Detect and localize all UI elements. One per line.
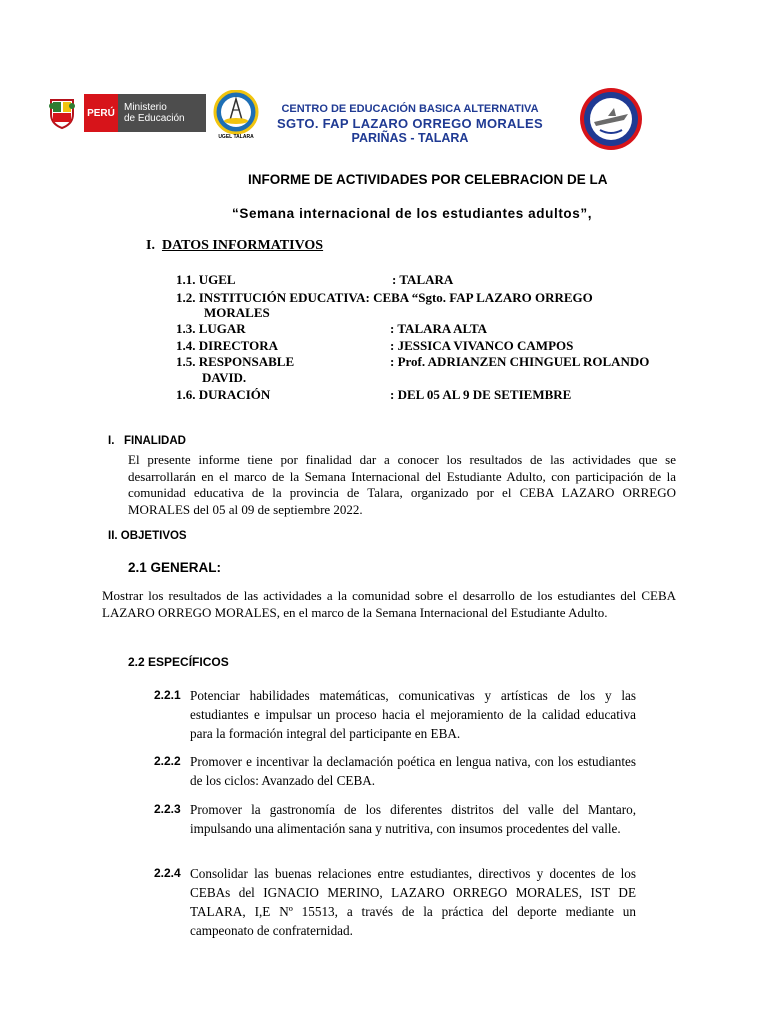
general-heading: 2.1 GENERAL: — [128, 560, 222, 575]
datos-label: 1.6. DURACIÓN — [176, 387, 271, 402]
header-line1: CENTRO DE EDUCACIÓN BASICA ALTERNATIVA — [281, 103, 539, 115]
datos-row-responsable-cont: DAVID. — [202, 370, 247, 385]
especifico-number: 2.2.2 — [154, 754, 181, 768]
especifico-number: 2.2.1 — [154, 688, 181, 702]
especifico-text: Potenciar habilidades matemáticas, comunicativas y artísticas de los y las estudiantes e impulsar un proceso hacia el mejoramiento de la calidad educativa para la formación integral del participante en EBA. — [190, 688, 636, 741]
datos-value: : JESSICA VIVANCO CAMPOS — [390, 338, 574, 353]
especifico-item — [154, 688, 676, 748]
datos-value: : TALARA — [392, 272, 454, 287]
header-line2: SGTO. FAP LAZARO ORREGO MORALES — [277, 116, 543, 131]
section-datos-heading — [146, 238, 323, 254]
ceba-logo — [578, 86, 644, 152]
datos-label: 1.2. INSTITUCIÓN EDUCATIVA: CEBA “Sgto. FAP LAZARO ORREGO — [176, 290, 593, 305]
datos-label: 1.4. DIRECTORA — [176, 338, 278, 353]
datos-row-institucion-cont: MORALES — [204, 305, 270, 320]
especifico-text: Consolidar las buenas relaciones entre estudiantes, directivos y docentes de los CEBAs del IGNACIO MERINO, LAZARO ORREGO MORALES, IST DE TALARA, I,E Nº 15513, a través de la práctica del deporte mediante un campeonato de confraternidad. — [190, 866, 636, 938]
ministry-line1: Ministerio — [124, 102, 167, 113]
section-title: DATOS INFORMATIVOS — [161, 238, 324, 253]
ugel-logo-text: UGEL TALARA — [218, 134, 254, 140]
ministry-line2: de Educación — [124, 113, 185, 124]
header-line3: PARIÑAS - TALARA — [351, 131, 469, 145]
especifico-number: 2.2.4 — [154, 866, 181, 880]
section-objetivos-heading: II. OBJETIVOS — [108, 530, 187, 542]
datos-value: : DEL 05 AL 9 DE SETIEMBRE — [390, 387, 572, 402]
section-number: I. — [146, 238, 155, 253]
especifico-text: Promover la gastronomía de los diferentes distritos del valle del Mantaro, impulsando una alimentación sana y nutritiva, con insumos procedentes del valle. — [190, 802, 636, 836]
especifico-item — [154, 754, 676, 794]
especifico-item — [154, 802, 676, 862]
datos-value: : TALARA ALTA — [390, 321, 488, 336]
especifico-number: 2.2.3 — [154, 802, 181, 816]
finalidad-text: El presente informe tiene por finalidad dar a conocer los resultados de las actividades que se desarrollarán en el marco de la Semana Internacional del Estudiante Adulto, con participación de la comunidad educativa de la provincia de Talara, organizado por el CEBA LAZARO ORREGO MORALES del 05 al 09 de septiembre 2022. — [128, 452, 676, 517]
ministry-label — [118, 94, 206, 132]
especifico-text: Promover e incentivar la declamación poética en lengua nativa, con los estudiantes de los ciclos: Avanzado del CEBA. — [190, 754, 636, 788]
especificos-heading: 2.2 ESPECÍFICOS — [128, 655, 229, 669]
report-subtitle: “Semana internacional de los estudiantes adultos”, — [232, 206, 593, 221]
peru-ministry-logo — [40, 94, 206, 132]
report-title: INFORME DE ACTIVIDADES POR CELEBRACION DE LA — [248, 172, 608, 187]
datos-label: 1.1. UGEL — [176, 272, 236, 287]
datos-label: 1.3. LUGAR — [176, 321, 246, 336]
peru-shield-icon — [40, 94, 84, 132]
general-text: Mostrar los resultados de las actividades a la comunidad sobre el desarrollo de los estudiantes del CEBA LAZARO ORREGO MORALES, en el marco de la Semana Internacional del Estudiante Adulto. — [102, 588, 676, 620]
especifico-item — [154, 866, 676, 946]
section-finalidad-heading: I. FINALIDAD — [108, 435, 186, 447]
datos-label: 1.5. RESPONSABLE — [176, 354, 295, 369]
datos-value: : Prof. ADRIANZEN CHINGUEL ROLANDO — [390, 354, 650, 369]
peru-brand: PERÚ — [84, 94, 118, 132]
